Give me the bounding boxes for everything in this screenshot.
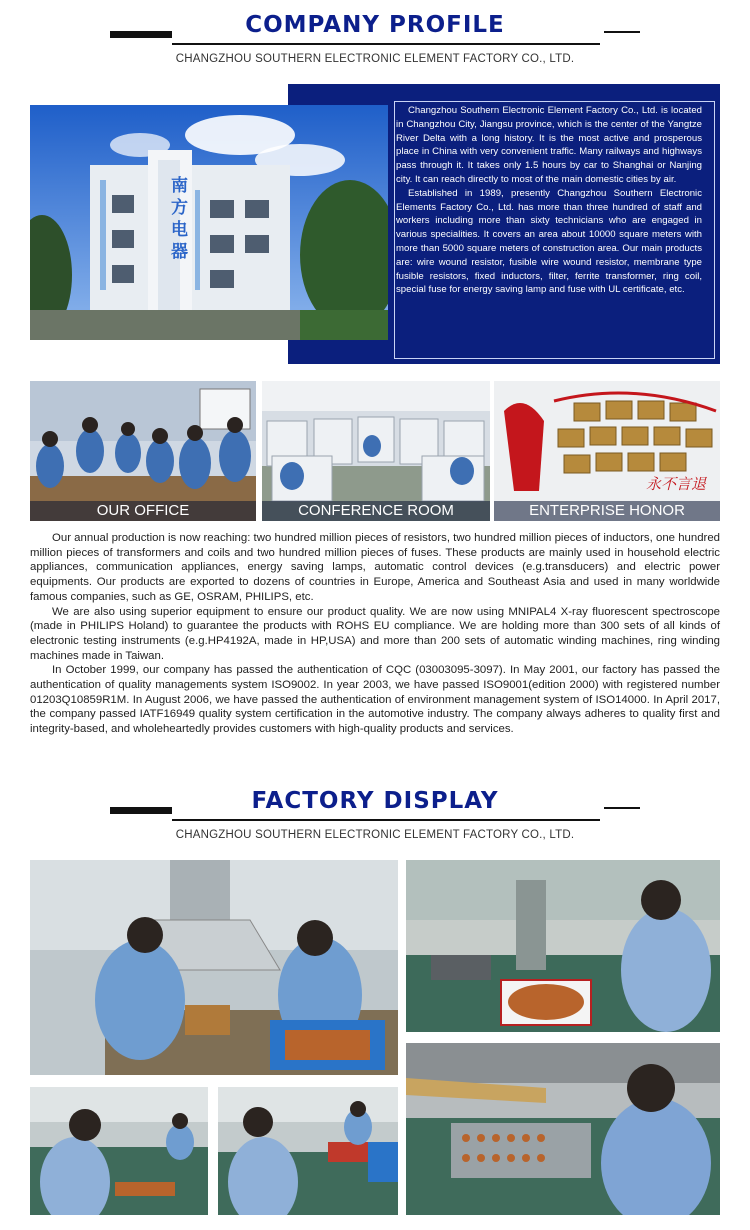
office-photo	[30, 381, 256, 521]
factory-subtitle: CHANGZHOU SOUTHERN ELECTRONIC ELEMENT FACTORY CO., LTD.	[175, 829, 575, 841]
intro-paragraph-1: Changzhou Southern Electronic Element Factory Co., Ltd. is located in Changzhou City, Jiangsu province, which is the center of the Yangtze River Delta with a long history. It is the most active and prosperous place in China with very convenient traffic. Many railways and highways pass through it. It takes only 1.5 hours by car to Shanghai or Nanjing city. It can reach directly to most of the main domestic cities by air.	[396, 105, 702, 185]
intro-paragraph-2: Established in 1989, presently Changzhou Southern Electronic Elements Factory Co., Ltd. has more than three hundred of staff and workers including more than sixty technicians who are engaged in various specialities. It covers an area about 10000 square meters with more than 5000 square meters of construction area. Our main products are: wire wound resistor, fusible wire wound resistor, membrane type fusible resistors, fixed inductors, filter, ferrite transformer, ring coil, special fuse for energy saving lamp and fuse with UL certificate, etc.	[396, 187, 702, 296]
building-photo	[30, 105, 388, 340]
factory-underline	[172, 819, 600, 821]
company-profile-title: COMPANY PROFILE	[245, 12, 505, 38]
factory-photo-packing	[218, 1087, 398, 1215]
building-sign: 南方电器	[171, 176, 188, 262]
title-underline	[172, 43, 600, 45]
honor-caption: ENTERPRISE HONOR	[494, 501, 720, 521]
conference-caption: CONFERENCE ROOM	[262, 501, 490, 521]
factory-rule-left-thick	[110, 807, 172, 814]
body-paragraph-1: Our annual production is now reaching: two hundred million pieces of resistors, two hundred million pieces of inductors, one hundred million pieces of transformers and coils and two hundred million pieces of fuses. These products are mainly used in household electric appliances, communication appliances, energy saving lamps, automatic control devices (e.g.transducers) and electric power equipments. Our products are exported to dozens of countries in Europe, America and Southeast Asia and used in many worldwide famous companies, such as GE, OSRAM, PHILIPS, etc.	[30, 532, 720, 603]
factory-display-title: FACTORY DISPLAY	[251, 788, 499, 814]
factory-rule-right	[604, 807, 640, 809]
body-paragraph-3: In October 1999, our company has passed the authentication of CQC (03003095-3097). In May 2001, our factory has passed the authentication of quality managements system ISO9002. In year 2003, we have passed ISO9001(edition 2000) with registered number 01203Q10859R1M. In August 2006, we have passed the authentication of environment management system of ISO14000. In April 2017, the company passed IATF16949 quality system certification in the automotive industry. The company always adheres to quality first and integrity-based, and wholeheartedly provides customers with high-quality products and services.	[30, 664, 720, 736]
honor-slogan: 永不言退	[646, 475, 707, 493]
conference-photo	[262, 381, 490, 521]
factory-photo-winding	[406, 1043, 720, 1215]
honor-photo	[494, 381, 720, 521]
company-subtitle: CHANGZHOU SOUTHERN ELECTRONIC ELEMENT FACTORY CO., LTD.	[175, 53, 575, 65]
company-description	[30, 531, 720, 737]
factory-photo-workbench	[30, 860, 398, 1075]
office-caption: OUR OFFICE	[30, 501, 256, 521]
body-paragraph-2: We are also using superior equipment to ensure our product quality. We are now using MNIPAL4 X-ray fluorescent spectroscope (made in PHILIPS Holand) to guarantee the products with ROHS EU compliance. We are holding more than 300 sets of all kinds of electronic testing instruments (e.g.HP4192A, made in HP,USA) and more than 200 sets of automatic winding machines, ring winding machines made in Taiwan.	[30, 605, 720, 662]
intro-text	[396, 104, 702, 297]
title-rule-right	[604, 31, 640, 33]
factory-photo-assembly	[406, 860, 720, 1032]
factory-photo-sorting	[30, 1087, 208, 1215]
title-rule-left-thick	[110, 31, 172, 38]
